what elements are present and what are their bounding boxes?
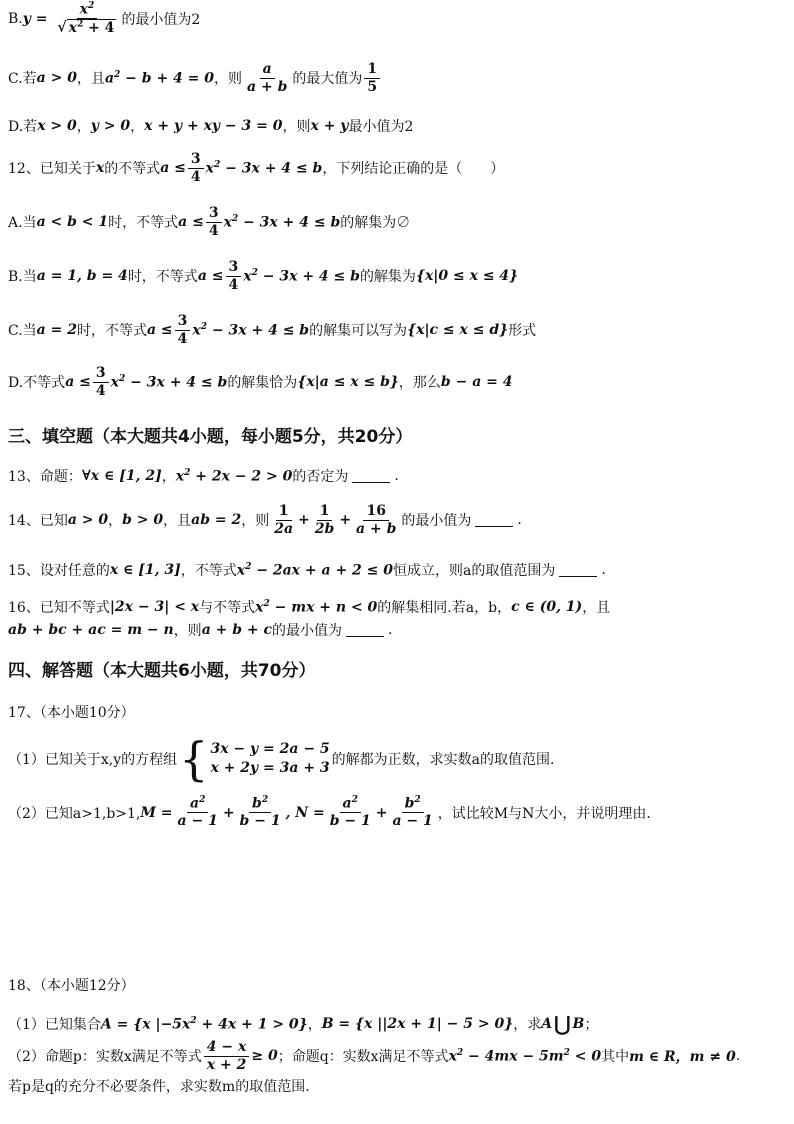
text: . [517, 512, 522, 529]
text: （2）命题p：实数x满足不等式 [8, 1049, 202, 1066]
q18-title: 18、（本小题12分） [8, 978, 135, 994]
text: ，则 [241, 513, 270, 530]
text: 的解集可以写为 [309, 323, 408, 340]
math: y > 0 [90, 118, 131, 134]
q12-stem [8, 152, 504, 184]
text: 时，不等式 [108, 215, 179, 232]
math: c ∈ (0, 1) [511, 599, 583, 615]
math: m ∈ R，m ≠ 0 [629, 1049, 736, 1066]
text: ，试比较M与N大小，并说明理由. [437, 805, 651, 822]
section-heading-fill-blank: 三、填空题（本大题共4小题，每小题5分，共20分） [8, 427, 413, 447]
math: y [22, 10, 31, 27]
math: a ≤ [197, 268, 224, 285]
math: b − a = 4 [440, 374, 513, 391]
text: ，下列结论正确的是（ ） [322, 161, 505, 178]
text: . [394, 468, 399, 484]
text: ，则 [173, 623, 202, 639]
fraction: $\frac{3}{4}$ [226, 260, 242, 292]
math: $x^2 - 2ax + a + 2 \le 0$ [236, 561, 394, 579]
text: 16、已知不等式 [8, 600, 110, 616]
math: $x^2 - 3x + 4 \le b$ [205, 159, 323, 177]
text: 的解集为 [359, 269, 416, 286]
q12-option-d [8, 366, 512, 398]
math: ab = 2 [191, 512, 242, 529]
math: |2x − 3| < x [109, 599, 200, 615]
section-heading-answer: 四、解答题（本大题共6小题，共70分） [8, 661, 316, 681]
q12-option-c [8, 314, 536, 346]
text: C.当 [8, 323, 37, 340]
answer-blank[interactable] [475, 514, 513, 527]
equation-system: { 3x − y = 2a − 5 x + 2y = 3a + 3 [179, 732, 330, 786]
math: $x^2 - 3x + 4 \le b$ [223, 213, 341, 231]
math: + [339, 512, 352, 529]
answer-blank[interactable] [559, 564, 597, 577]
math: ab + bc + ac = m − n [8, 622, 174, 638]
text: 的解集恰为 [227, 375, 298, 392]
math: a > 0 [67, 512, 109, 529]
text: 其中 [601, 1049, 630, 1066]
math: x ∈ [1, 3] [109, 562, 181, 578]
math: a ≤ [146, 322, 173, 339]
math: ∀x ∈ [1, 2] [81, 468, 162, 484]
math: $x^2 - 3x + 4 \le b$ [192, 321, 310, 339]
math: $a^2 - b + 4 = 0$ [104, 69, 215, 87]
math: + [298, 512, 310, 529]
q11-option-d [8, 116, 413, 136]
q18-part1 [8, 1012, 598, 1036]
q15 [8, 560, 606, 580]
math: + [375, 804, 388, 821]
math: x [95, 160, 105, 177]
q18-part2 [8, 1040, 740, 1072]
text: ，且 [76, 71, 105, 88]
fraction: $\frac{16}{a + b}$ [356, 503, 397, 537]
text: . [388, 622, 393, 638]
option-label: D.若 [8, 119, 38, 135]
text: ， [108, 513, 123, 530]
text: 最小值为2 [348, 119, 414, 135]
fraction: $\frac{3}{4}$ [175, 314, 191, 346]
text: 与不等式 [199, 600, 256, 616]
text: B.当 [8, 269, 37, 286]
fraction: $\frac{a^2}{b - 1}$ [329, 795, 371, 830]
math: a ≤ [160, 160, 186, 177]
text: ，且 [163, 513, 192, 530]
text: 的不等式 [104, 161, 161, 178]
math: = [30, 10, 53, 27]
text: ， [76, 119, 91, 135]
q18-part2-cont: 若p是q的充分不必要条件，求实数m的取值范围. [8, 1079, 310, 1095]
math: a > 0 [36, 70, 77, 87]
text: ；命题q：实数x满足不等式 [277, 1049, 449, 1066]
text: ； [584, 1017, 599, 1033]
text: 的最小值为 [272, 623, 343, 639]
text: 的否定为 [292, 469, 349, 485]
fraction: $\frac{3}{4}$ [188, 152, 204, 184]
math: {x|0 ≤ x ≤ 4} [415, 268, 519, 285]
fraction: $\frac{3}{4}$ [93, 366, 109, 398]
text: ， [307, 1017, 322, 1033]
fraction: $\frac{4 - x}{x + 2}$ [204, 1040, 250, 1072]
text: ，那么 [398, 375, 441, 392]
math: {x|c ≤ x ≤ d} [407, 322, 509, 339]
math: A [541, 1016, 553, 1032]
fraction: $\frac{3}{4}$ [206, 206, 222, 238]
math: M = [140, 804, 173, 821]
fraction: $\frac{1}{5}$ [364, 62, 380, 94]
text: ，且 [582, 600, 611, 616]
text: 时，不等式 [76, 323, 147, 340]
math: x + y [310, 118, 349, 134]
q11-option-c [8, 62, 382, 94]
text: 13、命题： [8, 469, 82, 485]
text: ， [130, 119, 145, 135]
text: 12、已知关于 [8, 161, 96, 178]
math: a ≤ [178, 214, 204, 231]
q16-line1 [8, 597, 610, 617]
text: 形式 [508, 323, 537, 340]
text: 的解集为∅ [340, 215, 411, 232]
text: 恒成立，则a的取值范围为 [393, 563, 556, 579]
math: $x^2$ − mx + n < 0 [255, 598, 378, 616]
math: + [222, 804, 235, 821]
fraction: $\frac{b^2}{a - 1}$ [392, 795, 433, 830]
math: {x|a ≤ x ≤ b} [297, 374, 399, 391]
option-label: B. [8, 10, 23, 27]
q16-line2 [8, 620, 392, 640]
text: 时，不等式 [127, 269, 198, 286]
fraction: $\frac{b^2}{b - 1}$ [239, 795, 281, 830]
text: （2）已知a>1,b>1, [8, 805, 141, 822]
math: , N = [285, 804, 325, 821]
math: A = {x $|-5x^2 + 4x + 1 > 0$} [100, 1015, 308, 1033]
text: ，则 [282, 119, 311, 135]
q17-part1 [8, 732, 555, 786]
option-text: 的最小值为2 [121, 11, 201, 28]
text: 的解都为正数，求实数a的取值范围. [331, 752, 555, 768]
text: ，不等式 [180, 563, 237, 579]
answer-blank[interactable] [352, 470, 390, 483]
q13 [8, 466, 399, 486]
math: a = 2 [36, 322, 77, 339]
math: a < b < 1 [36, 214, 109, 231]
fraction: $\frac{a^2}{a - 1}$ [177, 795, 218, 830]
math: B = {x ||2x + 1| − 5 > 0} [321, 1016, 514, 1032]
q17-title: 17、（本小题10分） [8, 705, 135, 721]
math: a ≤ [65, 374, 91, 391]
text: 的最小值为 [401, 513, 472, 530]
math: $x^2 - 3x + 4 \le b$ [243, 267, 360, 285]
text: 15、设对任意的 [8, 563, 110, 579]
text: ， [161, 469, 176, 485]
math: $x^2 - 4mx - 5m^2 < 0$ [448, 1047, 602, 1065]
fraction: $\frac{1}{2b}$ [314, 503, 335, 537]
math: a + b + c [201, 622, 273, 638]
text: （1）已知集合 [8, 1017, 101, 1033]
math: x + y + xy − 3 = 0 [144, 118, 283, 134]
text: . [601, 562, 606, 578]
text: . [735, 1048, 741, 1065]
math: $x^2 + 2x - 2 > 0$ [175, 467, 293, 485]
math: $x^2 - 3x + 4 \le b$ [110, 373, 228, 391]
text: （1）已知关于x,y的方程组 [8, 752, 178, 768]
math: x > 0 [37, 118, 77, 134]
text: 的最大值为 [292, 71, 363, 88]
text: A.当 [8, 215, 37, 232]
text: ，则 [214, 71, 243, 88]
math: a = 1, b = 4 [36, 268, 128, 285]
q17-part2 [8, 796, 651, 829]
answer-blank[interactable] [346, 624, 384, 637]
text: 14、已知 [8, 513, 68, 530]
text: ，求 [513, 1017, 542, 1033]
union-symbol: ⋃ [554, 1012, 571, 1036]
math: ≥ 0 [251, 1048, 278, 1065]
q12-option-b [8, 260, 518, 292]
text: 的解集相同.若a，b， [377, 600, 512, 616]
q11-option-b [8, 2, 200, 36]
option-label: C.若 [8, 71, 37, 88]
math: b > 0 [122, 512, 164, 529]
fraction: $\frac{x^2}{√ x^2 + 4}$ [57, 1, 115, 36]
fraction: $\frac{a}{a + b}$ [247, 61, 288, 95]
q12-option-a [8, 206, 410, 238]
text: D.不等式 [8, 375, 66, 392]
q14 [8, 504, 522, 536]
fraction: $\frac{1}{2a}$ [274, 503, 294, 537]
math: B [572, 1016, 585, 1032]
